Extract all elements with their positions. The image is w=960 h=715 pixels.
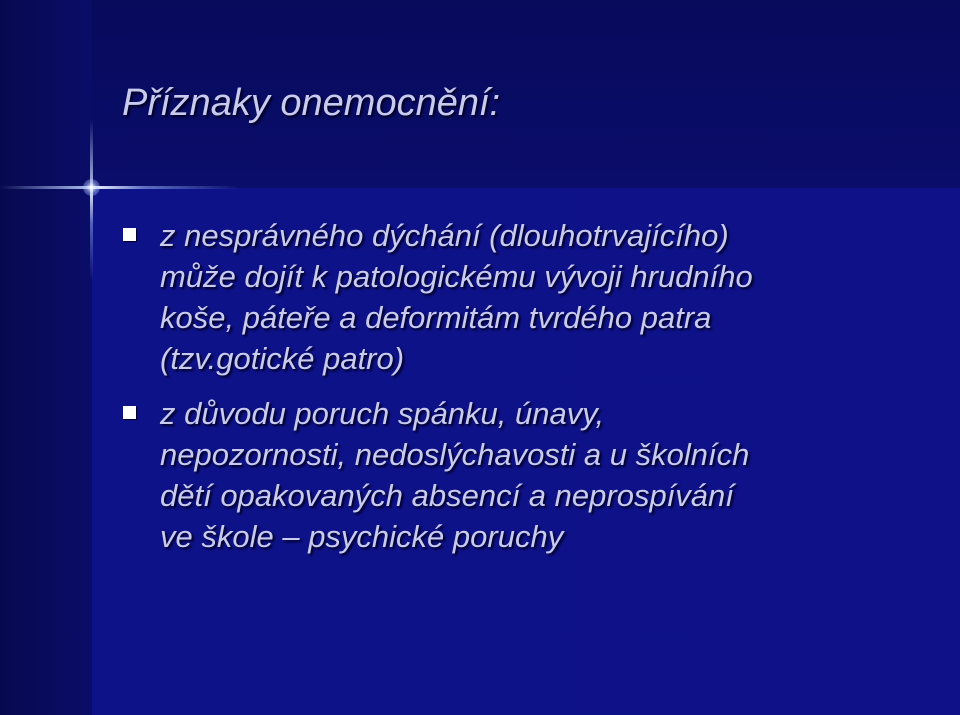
bullet-line: ve škole – psychické poruchy <box>160 519 564 554</box>
bullet-line: (tzv.gotické patro) <box>160 341 405 376</box>
sparkle-cross-icon-vertical <box>90 120 93 280</box>
square-bullet-icon <box>123 406 136 419</box>
bullet-list <box>122 215 922 571</box>
sparkle-cross-icon <box>83 179 100 196</box>
bullet-line: může dojít k patologickému vývoji hrudního <box>160 259 753 294</box>
bullet-line: z nesprávného dýchání (dlouhotrvajícího) <box>160 218 729 253</box>
bullet-line: koše, páteře a deformitám tvrdého patra <box>160 300 712 335</box>
bullet-line: nepozornosti, nedoslýchavosti a u školních <box>160 437 750 472</box>
bullet-line: z důvodu poruch spánku, únavy, <box>160 396 605 431</box>
bullet-line: dětí opakovaných absencí a neprospívání <box>160 478 734 513</box>
sparkle-cross-icon-horizontal <box>0 186 240 189</box>
left-background-band <box>0 0 92 715</box>
bullet-item-2 <box>122 393 922 557</box>
bullet-item-1 <box>122 215 922 379</box>
square-bullet-icon <box>123 228 136 241</box>
slide-title: Příznaky onemocnění: <box>122 82 501 124</box>
